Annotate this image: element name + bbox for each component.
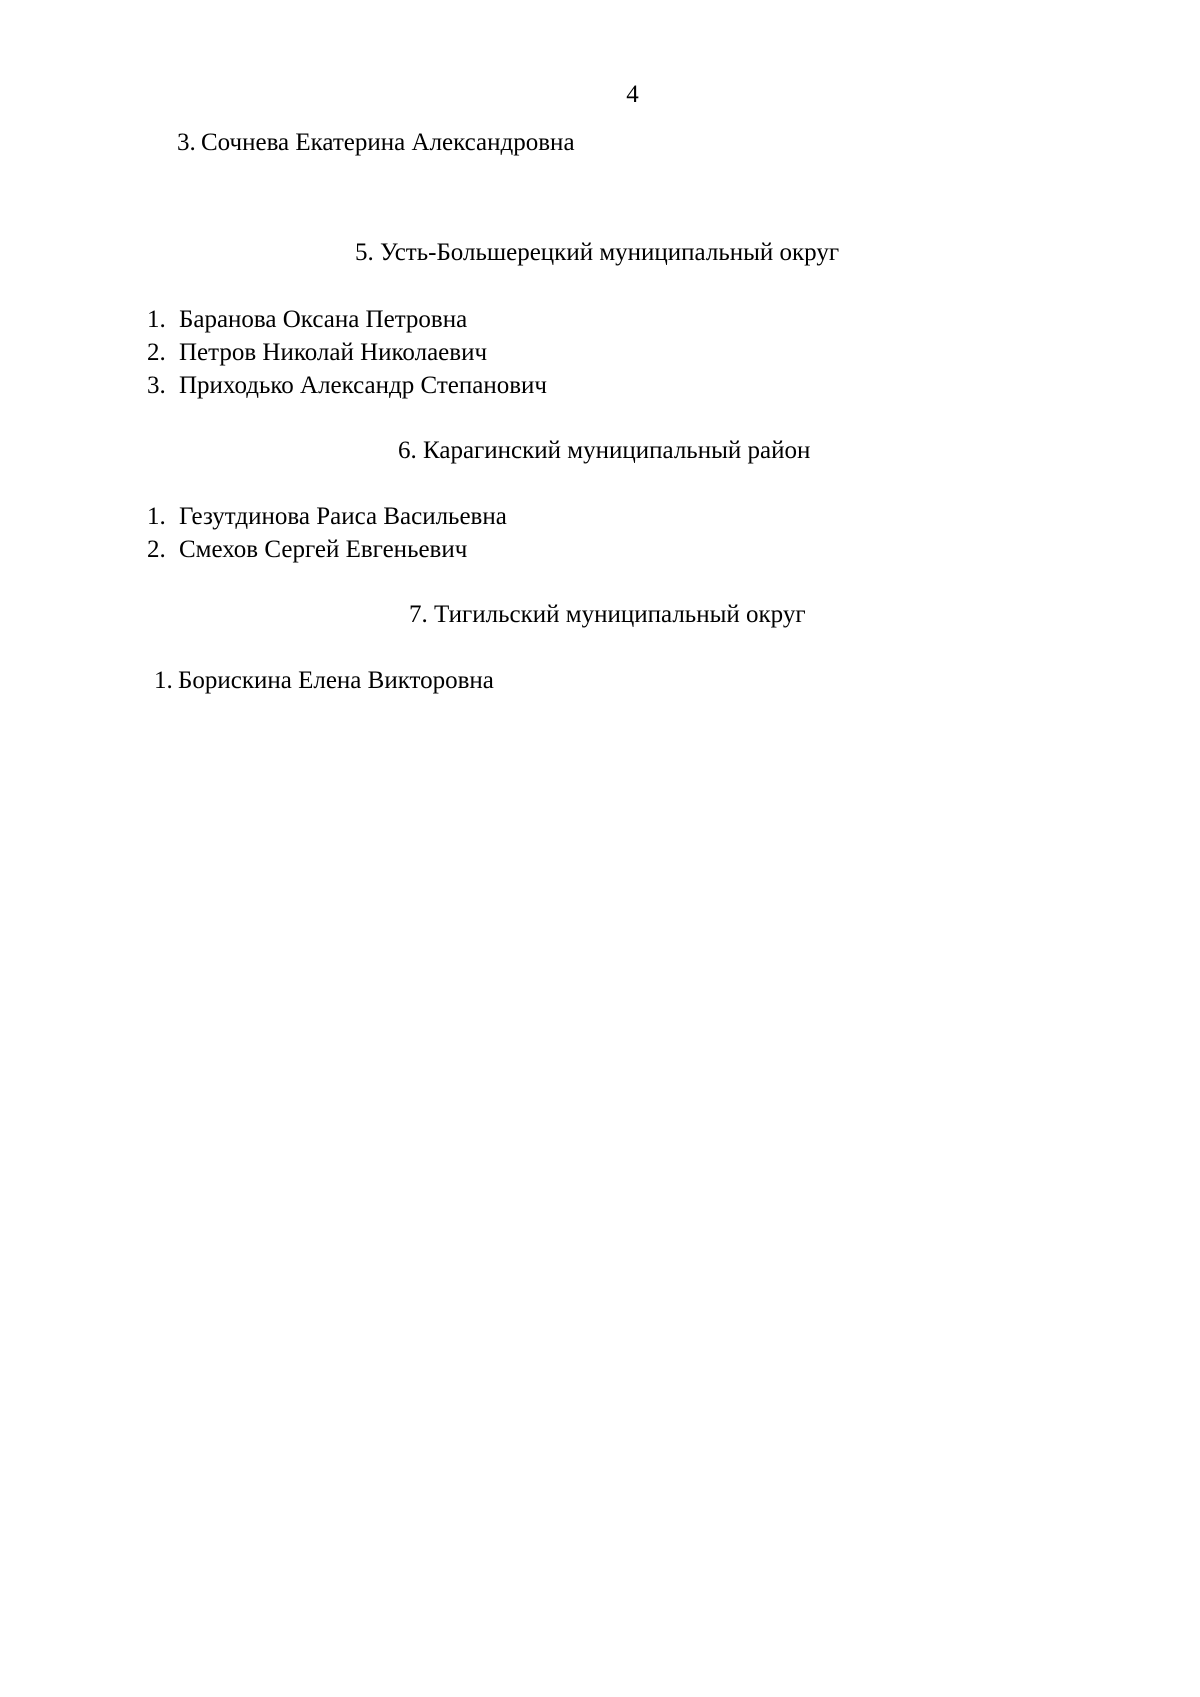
item-name: Приходько Александр Степанович: [179, 372, 547, 399]
item-name: Гезутдинова Раиса Васильевна: [179, 503, 507, 530]
section-heading: 5. Усть-Большерецкий муниципальный округ: [355, 239, 840, 266]
list-item: [147, 371, 547, 401]
item-name: Сочнева Екатерина Александровна: [201, 129, 575, 156]
item-number: 2.: [147, 339, 166, 366]
list-item: [177, 128, 575, 158]
item-name: Баранова Оксана Петровна: [179, 306, 468, 333]
item-name: Петров Николай Николаевич: [179, 339, 488, 366]
list-item: [147, 535, 467, 565]
item-name: Смехов Сергей Евгеньевич: [179, 536, 468, 563]
section-heading: 7. Тигильский муниципальный округ: [409, 601, 806, 628]
item-number: 3.: [147, 372, 166, 399]
item-number: 1.: [147, 503, 166, 530]
item-name: Борискина Елена Викторовна: [178, 667, 494, 694]
list-item: [147, 305, 467, 335]
list-item: [154, 666, 494, 696]
item-number: 2.: [147, 536, 166, 563]
page-number: 4: [626, 81, 639, 108]
list-item: [147, 502, 507, 532]
item-number: 1.: [147, 306, 166, 333]
list-item: [147, 338, 487, 368]
item-number: 3.: [177, 129, 196, 156]
section-heading: 6. Карагинский муниципальный район: [398, 437, 811, 464]
item-number: 1.: [154, 667, 173, 694]
